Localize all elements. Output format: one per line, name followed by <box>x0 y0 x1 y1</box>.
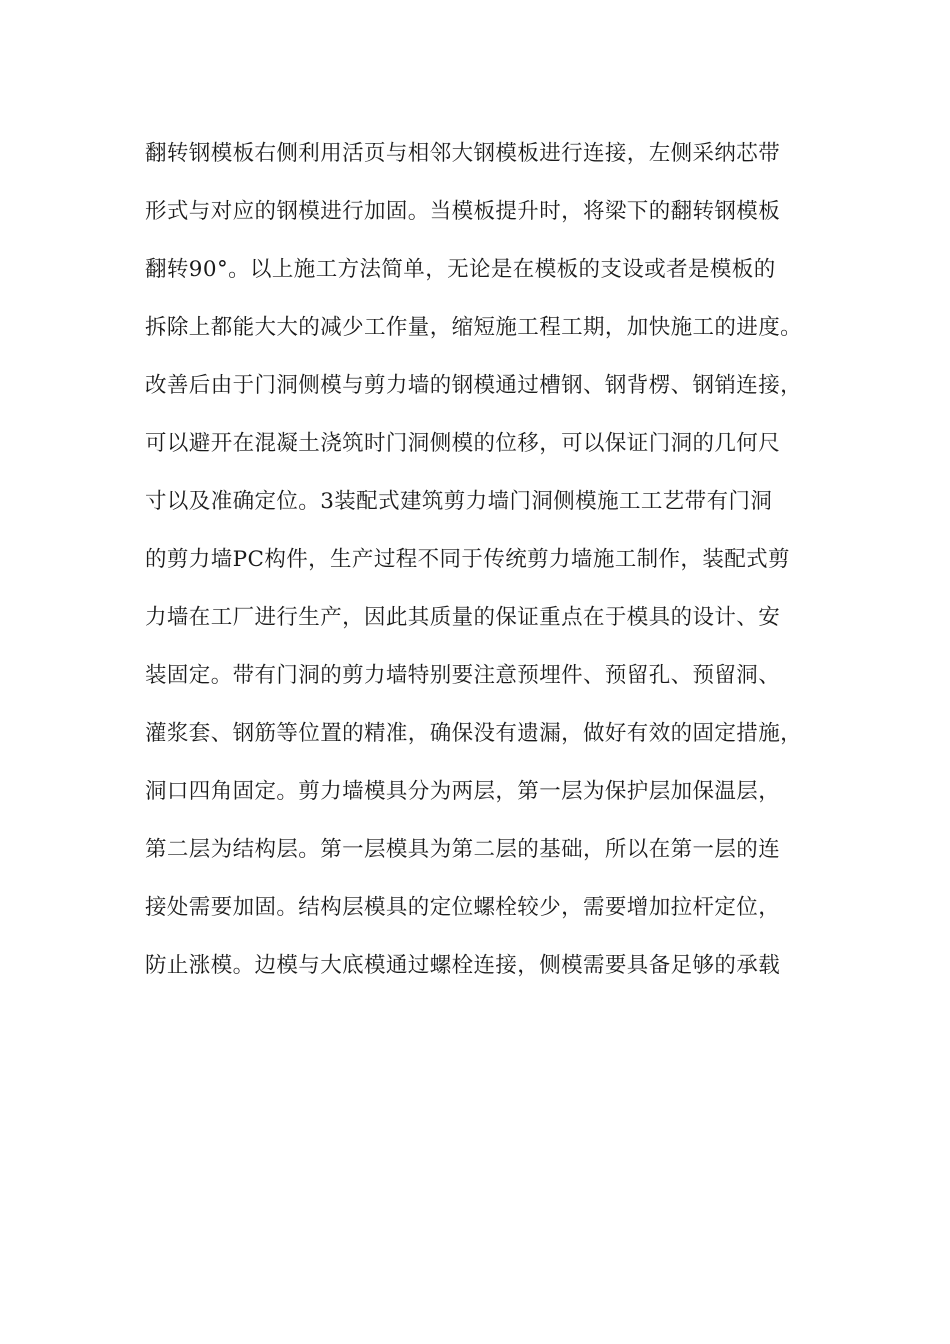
body-text <box>145 134 825 1004</box>
text-line-1: 翻转钢模板右侧利用活页与相邻大钢模板进行连接，左侧采纳芯带 <box>145 141 781 166</box>
text-line-10: 装固定。带有门洞的剪力墙特别要注意预埋件、预留孔、预留洞、 <box>145 663 781 688</box>
text-line-13: 第二层为结构层。第一层模具为第二层的基础，所以在第一层的连 <box>145 837 781 862</box>
text-line-15: 防止涨模。边模与大底模通过螺栓连接，侧模需要具备足够的承载 <box>145 953 781 978</box>
text-line-4: 拆除上都能大大的减少工作量，缩短施工程工期，加快施工的进度。 <box>145 315 803 340</box>
text-line-12: 洞口四角固定。剪力墙模具分为两层，第一层为保护层加保温层， <box>145 779 781 804</box>
text-line-6: 可以避开在混凝土浇筑时门洞侧模的位移，可以保证门洞的几何尺 <box>145 431 781 456</box>
text-line-5: 改善后由于门洞侧模与剪力墙的钢模通过槽钢、钢背楞、钢销连接， <box>145 373 803 398</box>
text-line-2: 形式与对应的钢模进行加固。当模板提升时，将梁下的翻转钢模板 <box>145 199 781 224</box>
text-line-11: 灌浆套、钢筋等位置的精准，确保没有遗漏，做好有效的固定措施， <box>145 721 803 746</box>
text-line-8: 的剪力墙PC构件，生产过程不同于传统剪力墙施工制作，装配式剪 <box>145 547 790 572</box>
text-line-9: 力墙在工厂进行生产，因此其质量的保证重点在于模具的设计、安 <box>145 605 781 630</box>
text-line-7: 寸以及准确定位。3装配式建筑剪力墙门洞侧模施工工艺带有门洞 <box>145 489 773 514</box>
text-line-14: 接处需要加固。结构层模具的定位螺栓较少，需要增加拉杆定位， <box>145 895 781 920</box>
text-line-3: 翻转90°。以上施工方法简单，无论是在模板的支设或者是模板的 <box>145 257 776 282</box>
